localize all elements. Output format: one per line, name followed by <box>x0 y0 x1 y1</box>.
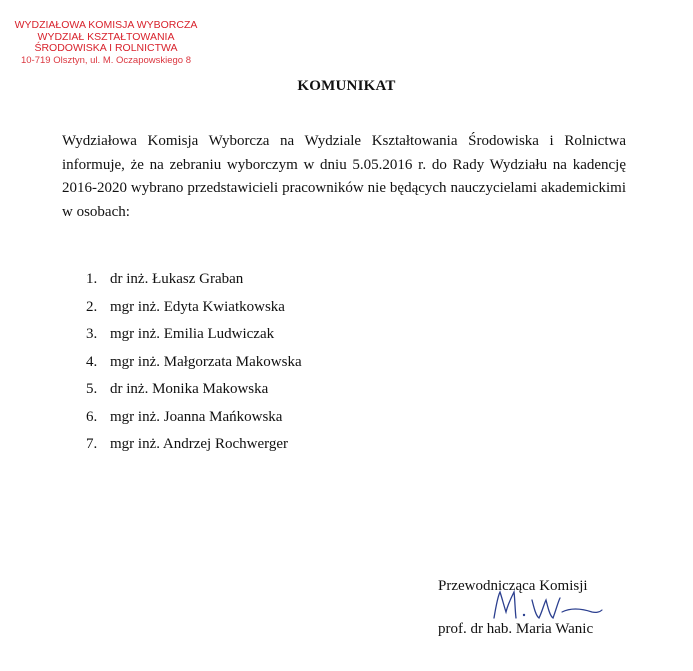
list-item-number: 6. <box>86 408 98 425</box>
list-item-text: mgr inż. Emilia Ludwiczak <box>110 326 275 342</box>
list-item <box>86 294 302 322</box>
list-item-number: 3. <box>86 326 98 342</box>
signatory-role: Przewodnicząca Komisji <box>438 578 588 594</box>
list-item <box>86 376 302 404</box>
list-item-text: mgr inż. Joanna Mańkowska <box>110 408 283 425</box>
list-item-number: 1. <box>86 271 98 287</box>
list-item-number: 4. <box>86 353 98 370</box>
list-item <box>86 266 302 294</box>
stamp-line-3: ŚRODOWISKA I ROLNICTWA <box>34 42 178 54</box>
list-item-text: mgr inż. Małgorzata Makowska <box>110 353 302 370</box>
handwritten-signature <box>488 588 606 624</box>
list-item <box>86 349 302 377</box>
list-item <box>86 404 302 432</box>
stamp-address: 10-719 Olsztyn, ul. M. Oczapowskiego 8 <box>20 54 192 66</box>
stamp-line-1: WYDZIAŁOWA KOMISJA WYBORCZA <box>14 19 198 31</box>
list-item <box>86 321 302 349</box>
list-item-number: 7. <box>86 436 98 452</box>
list-item-text: mgr inż. Andrzej Rochwerger <box>110 436 289 452</box>
list-item-text: dr inż. Monika Makowska <box>110 381 269 397</box>
list-item-text: dr inż. Łukasz Graban <box>110 271 244 287</box>
signatory-name: prof. dr hab. Maria Wanic <box>438 621 594 637</box>
stamp-line-2: WYDZIAŁ KSZTAŁTOWANIA <box>37 30 175 43</box>
elected-members-list <box>86 266 302 459</box>
list-item <box>86 431 302 459</box>
list-item-number: 2. <box>86 298 98 315</box>
document-title: KOMUNIKAT <box>297 78 396 94</box>
committee-stamp <box>8 20 204 65</box>
announcement-paragraph: Wydziałowa Komisja Wyborcza na Wydziale Kształtowania Środowiska i Rolnictwa informuje, że na zebraniu wyborczym w dniu 5.05.2016 r. do Rady Wydziału na kadencję 2016-2020 wybrano przedstawicieli pracowników nie będących nauczycielami akademickimi w osobach: <box>62 133 626 220</box>
list-item-text: mgr inż. Edyta Kwiatkowska <box>110 298 285 315</box>
list-item-number: 5. <box>86 381 98 397</box>
